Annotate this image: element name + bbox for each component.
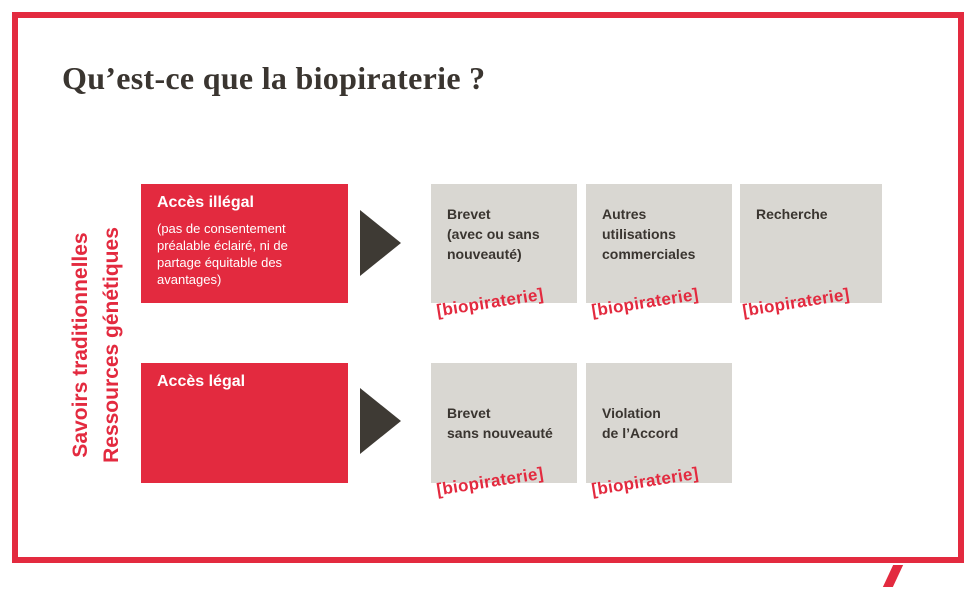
biopiracy-stamp: [biopiraterie]: [435, 463, 545, 500]
biopiracy-stamp: [biopiraterie]: [435, 284, 545, 321]
outcome-box-research: [740, 184, 882, 303]
outcome-label: Autres utilisations commerciales: [602, 206, 696, 262]
outcome-label: Recherche: [756, 206, 828, 222]
side-label-line-2: Ressources génétiques: [100, 227, 123, 463]
illegal-access-box: [141, 184, 348, 303]
outcome-box-patent: [431, 184, 577, 303]
biopiracy-stamp: [biopiraterie]: [741, 284, 851, 321]
legal-access-box: [141, 363, 348, 483]
outcome-label: Brevet sans nouveauté: [447, 405, 553, 441]
outcome-label: Violation de l’Accord: [602, 405, 679, 441]
arrow-right-icon: [360, 210, 401, 276]
side-label: [65, 190, 127, 500]
outcome-box-patent-no-novelty: [431, 363, 577, 483]
arrow-right-icon: [360, 388, 401, 454]
page-title: Qu’est-ce que la biopiraterie ?: [62, 60, 486, 96]
illegal-access-description: (pas de consentement préalable éclairé, ni de partage équitable des avantages): [157, 221, 288, 287]
side-label-line-1: Savoirs traditionnelles: [69, 232, 92, 458]
outcome-label: Brevet (avec ou sans nouveauté): [447, 206, 540, 262]
biopiracy-stamp: [biopiraterie]: [590, 284, 700, 321]
illegal-access-title: Accès illégal: [157, 194, 254, 211]
outcome-box-commercial-uses: [586, 184, 732, 303]
biopiracy-stamp: [biopiraterie]: [590, 463, 700, 500]
corner-mark: [883, 565, 903, 587]
legal-access-title: Accès légal: [157, 373, 246, 390]
outcome-box-agreement-violation: [586, 363, 732, 483]
